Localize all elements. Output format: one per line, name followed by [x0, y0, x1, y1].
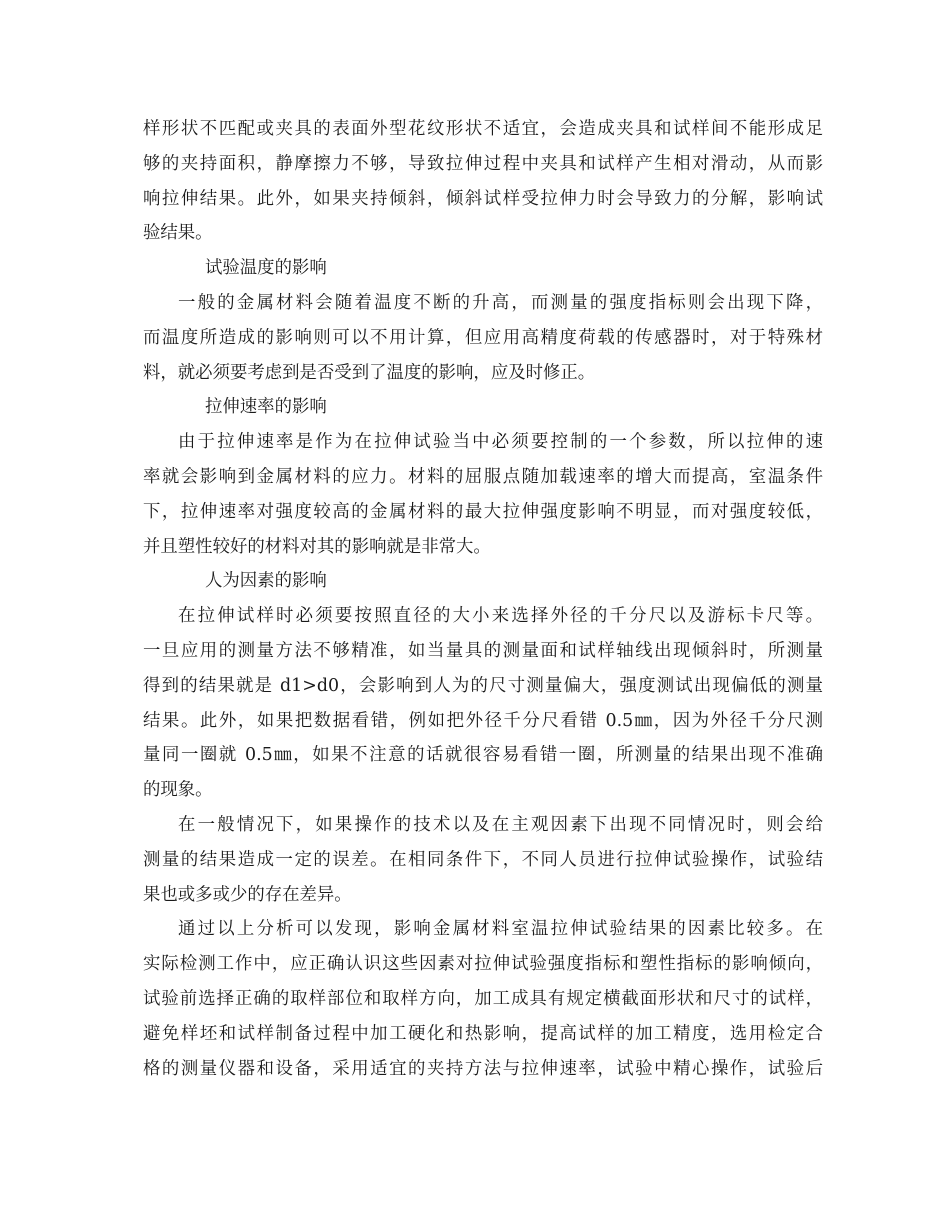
paragraph-line: 通过以上分析可以发现，影响金属材料室温拉伸试验结果的因素比较多。在 [178, 919, 823, 940]
section-heading: 拉伸速率的影响 [205, 397, 327, 418]
paragraph-line: 在拉伸试样时必须要按照直径的大小来选择外径的千分尺以及游标卡尺等。 [178, 606, 823, 627]
paragraph-line: 测量的结果造成一定的误差。在相同条件下，不同人员进行拉伸试验操作，试验结 [143, 849, 823, 870]
paragraph-line: 并且塑性较好的材料对其的影响就是非常大。 [143, 536, 491, 557]
paragraph-line: 格的测量仪器和设备，采用适宜的夹持方法与拉伸速率，试验中精心操作，试验后 [143, 1058, 823, 1079]
paragraph-line: 一般的金属材料会随着温度不断的升高，而测量的强度指标则会出现下降， [178, 292, 823, 313]
section-heading: 试验温度的影响 [205, 258, 327, 279]
paragraph-line: 样形状不匹配或夹具的表面外型花纹形状不适宜，会造成夹具和试样间不能形成足 [143, 119, 823, 139]
paragraph-line: 下，拉伸速率对强度较高的金属材料的最大拉伸强度影响不明显，而对强度较低， [143, 501, 823, 522]
paragraph-line: 在一般情况下，如果操作的技术以及在主观因素下出现不同情况时，则会给 [178, 814, 823, 835]
paragraph-line: 得到的结果就是 d1>d0，会影响到人为的尺寸测量偏大，强度测试出现偏低的测量 [143, 675, 823, 696]
paragraph-line: 料，就必须要考虑到是否受到了温度的影响，应及时修正。 [143, 362, 596, 383]
paragraph-line: 结果。此外，如果把数据看错，例如把外径千分尺看错 0.5㎜，因为外径千分尺测 [143, 710, 823, 731]
paragraph-line: 的现象。 [143, 780, 213, 801]
paragraph-line: 量同一圈就 0.5㎜，如果不注意的话就很容易看错一圈，所测量的结果出现不准确 [143, 745, 823, 766]
paragraph-line: 率就会影响到金属材料的应力。材料的屈服点随加载速率的增大而提高，室温条件 [143, 466, 823, 487]
paragraph-line: 响拉伸结果。此外，如果夹持倾斜，倾斜试样受拉伸力时会导致力的分解，影响试 [143, 188, 823, 209]
paragraph-line: 由于拉伸速率是作为在拉伸试验当中必须要控制的一个参数，所以拉伸的速 [178, 432, 823, 453]
paragraph-line: 避免样坯和试样制备过程中加工硬化和热影响，提高试样的加工精度，选用检定合 [143, 1023, 823, 1044]
paragraph-line: 实际检测工作中，应正确认识这些因素对拉伸试验强度指标和塑性指标的影响倾向， [143, 954, 823, 975]
document-page [143, 112, 823, 1086]
paragraph-line: 果也或多或少的存在差异。 [143, 884, 352, 905]
paragraph-line: 验结果。 [143, 223, 213, 244]
paragraph-line: 一旦应用的测量方法不够精准，如当量具的测量面和试样轴线出现倾斜时，所测量 [143, 640, 823, 661]
paragraph-line: 试验前选择正确的取样部位和取样方向，加工成具有规定横截面形状和尺寸的试样， [143, 988, 823, 1009]
paragraph-line: 够的夹持面积，静摩擦力不够，导致拉伸过程中夹具和试样产生相对滑动，从而影 [143, 153, 823, 174]
paragraph-line: 而温度所造成的影响则可以不用计算，但应用高精度荷载的传感器时，对于特殊材 [143, 327, 823, 348]
section-heading: 人为因素的影响 [205, 571, 327, 592]
